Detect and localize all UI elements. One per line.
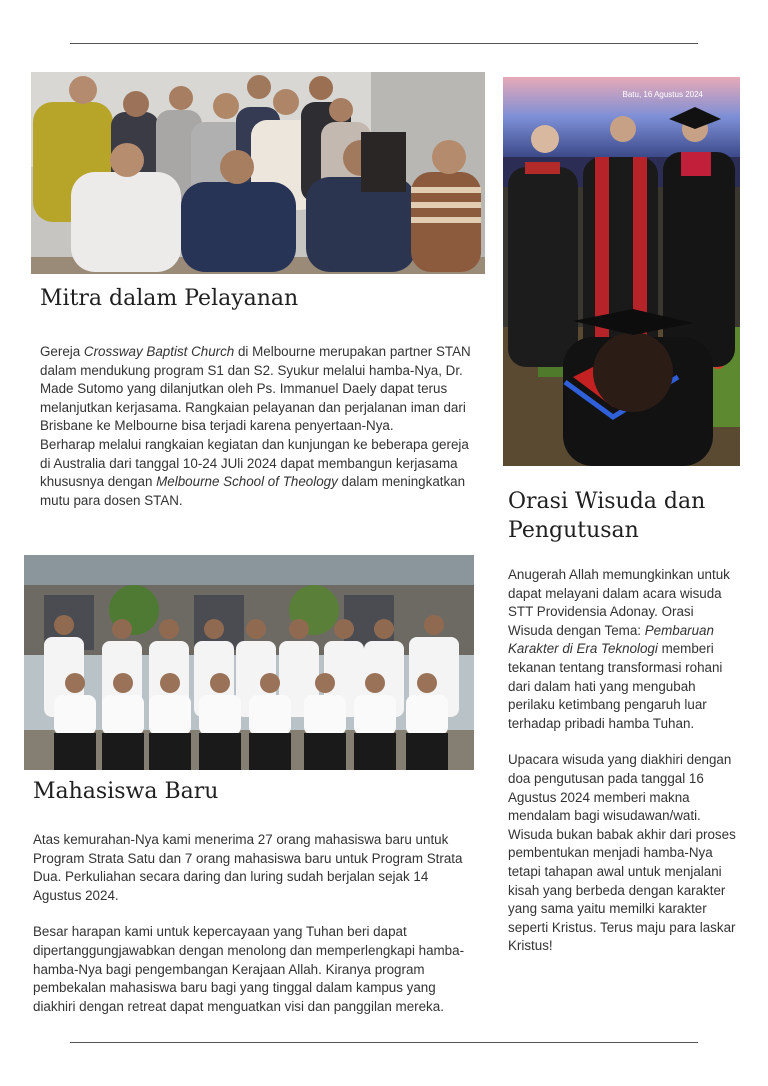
new-students-photo	[24, 555, 474, 770]
orasi-title-line-1: Orasi Wisuda dan	[508, 489, 706, 514]
mahasiswa-paragraph-2: Besar harapan kami untuk kepercayaan yang Tuhan beri dapat dipertanggungjawabkan dengan menolong dan memperlengkapi hamba-hamba-Nya bagi pengembangan Kerajaan Allah. Kiranya program pembekalan mahasiswa baru bagi yang tinggal dalam kampus yang diakhiri dengan retreat dapat menguatkan visi dan panggilan mereka.	[33, 924, 465, 1014]
orasi-paragraph-2: Upacara wisuda yang diakhiri dengan doa pengutusan pada tanggal 16 Agustus 2024 memberi makna mendalam bagi wisudawan/wati. Wisuda bukan babak akhir dari proses pembentukan menjadi hamba-Nya tetapi tahapan awal untuk menjalani kisah yang berbeda dengan karakter yang sama yaitu memilki karakter seperti Kristus. Terus maju para laskar Kristus!	[508, 752, 736, 954]
mitra-body	[40, 343, 480, 510]
mitra-paragraph-1: Gereja Crossway Baptist Church di Melbourne merupakan partner STAN dalam mendukung program S1 dan S2. Syukur melalui hamba-Nya, Dr. Made Sutomo yang dilanjutkan oleh Ps. Immanuel Daely dapat terus melanjutkan kerjasama. Rangkaian pelayanan dan perjalanan iman dari Brisbane ke Melbourne bisa terjadi karena penyertaan-Nya.	[40, 344, 471, 434]
mahasiswa-paragraph-1: Atas kemurahan-Nya kami menerima 27 orang mahasiswa baru untuk Program Strata Satu dan 7 orang mahasiswa baru untuk Program Strata Dua. Perkuliahan secara daring dan luring sudah berjalan sejak 14 Agustus 2024.	[33, 832, 463, 903]
bottom-divider	[70, 1042, 698, 1043]
mahasiswa-body	[33, 831, 473, 1016]
top-divider	[70, 43, 698, 44]
mitra-title: Mitra dalam Pelayanan	[40, 286, 299, 311]
orasi-title	[508, 487, 705, 545]
mitra-paragraph-2: Berharap melalui rangkaian kegiatan dan kunjungan ke beberapa gereja di Australia dari tanggal 10-24 JUli 2024 dapat membangun kerjasama khususnya dengan Melbourne School of Theology dalam meningkatkan mutu para dosen STAN.	[40, 436, 469, 508]
graduation-photo	[503, 77, 740, 466]
mahasiswa-title: Mahasiswa Baru	[33, 779, 219, 804]
orasi-paragraph-1: Anugerah Allah memungkinkan untuk dapat melayani dalam acara wisuda STT Providensia Adonay. Orasi Wisuda dengan Tema: Pembaruan Karakter di Era Teknologi memberi tekanan tentang transformasi rohani dari dalam hati yang mengubah perilaku ketimbang pengaruh luar terhadap pribadi hamba Tuhan.	[508, 567, 730, 731]
group-photo-melbourne	[31, 72, 485, 274]
orasi-body	[508, 566, 736, 956]
orasi-title-line-2: Pengutusan	[508, 518, 639, 543]
photo-caption-date: Batu, 16 Agustus 2024	[622, 90, 703, 99]
